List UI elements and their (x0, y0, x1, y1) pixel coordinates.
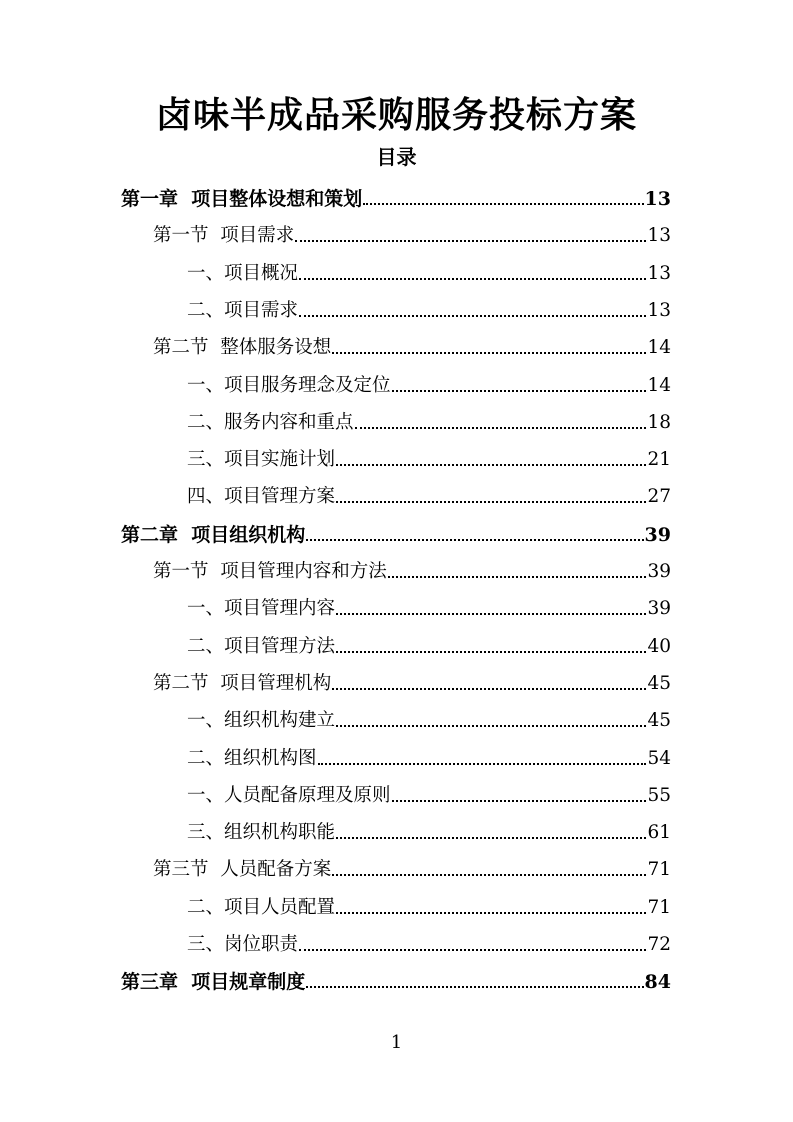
toc-dot-leader (336, 837, 646, 839)
toc-entry-text: 一、项目服务理念及定位 (187, 374, 391, 396)
page-number: 1 (390, 1032, 403, 1053)
toc-entry-text: 四、项目管理方案 (187, 486, 336, 508)
toc-page-number: 14 (647, 374, 671, 396)
toc-page-number: 84 (644, 971, 671, 994)
toc-entry[interactable] (187, 286, 671, 322)
toc-entry[interactable] (187, 435, 671, 471)
toc-page-number: 13 (644, 188, 671, 210)
toc-entry-text: 第一节 项目需求 (153, 225, 295, 247)
toc-dot-leader (392, 800, 647, 802)
toc-entry[interactable] (187, 361, 671, 397)
toc-dot-leader (332, 352, 646, 354)
toc-page-number: 13 (647, 299, 671, 321)
toc-dot-leader (332, 688, 646, 690)
toc-entry-text: 第三章 项目规章制度 (121, 971, 306, 994)
toc-entry-text: 第二节 整体服务设想 (153, 337, 332, 359)
toc-entry-text: 第二章 项目组织机构 (121, 523, 306, 546)
toc-page-number: 45 (647, 710, 671, 732)
toc-page-number: 13 (647, 262, 671, 284)
toc-page-number: 71 (647, 896, 671, 918)
toc-entry[interactable] (153, 323, 671, 359)
toc-entry-text: 第二节 项目管理机构 (153, 672, 332, 694)
toc-dot-leader (355, 427, 647, 429)
toc-entry-text: 一、人员配备原理及原则 (187, 784, 391, 806)
toc-entry-text: 第一节 项目管理内容和方法 (153, 561, 387, 582)
toc-entry[interactable] (187, 249, 671, 285)
toc-entry-text: 二、服务内容和重点 (187, 411, 354, 433)
toc-page-number: 54 (647, 747, 671, 769)
toc-dot-leader (336, 912, 646, 914)
toc-entry[interactable] (153, 659, 671, 695)
toc-entry[interactable] (187, 622, 671, 658)
toc-dot-leader (336, 613, 646, 615)
toc-entry[interactable] (121, 510, 671, 546)
toc-dot-leader (295, 240, 646, 242)
toc-entry-text: 三、项目实施计划 (187, 449, 336, 471)
toc-page-number: 71 (647, 859, 671, 881)
toc-dot-leader (332, 874, 646, 876)
toc-entry[interactable] (187, 584, 671, 620)
toc-dot-leader (299, 278, 646, 280)
toc-dot-leader (299, 315, 646, 317)
toc-page-number: 21 (647, 449, 671, 471)
toc-entry-text: 一、组织机构建立 (187, 710, 336, 732)
toc-entry[interactable] (187, 920, 671, 956)
toc-entry-text: 三、组织机构职能 (187, 822, 336, 844)
toc-entry-text: 二、项目需求 (187, 299, 299, 321)
document-title: 卤味半成品采购服务投标方案 (155, 94, 637, 136)
toc-page-number: 39 (647, 598, 671, 620)
toc-entry-text: 一、项目概况 (187, 262, 299, 284)
toc-page-number: 18 (647, 411, 671, 433)
toc-page-number: 61 (647, 822, 671, 844)
toc-dot-leader (336, 725, 646, 727)
toc-dot-leader (363, 203, 643, 205)
toc-dot-leader (336, 501, 646, 503)
toc-entry[interactable] (187, 808, 671, 844)
toc-page-number: 40 (647, 635, 671, 657)
toc-dot-leader (336, 651, 646, 653)
toc-entry[interactable] (153, 211, 671, 247)
toc-entry-text: 二、组织机构图 (187, 747, 317, 769)
toc-dot-leader (392, 390, 647, 392)
toc-entry[interactable] (187, 472, 671, 508)
toc-entry[interactable] (121, 957, 671, 993)
toc-page-number: 14 (647, 337, 671, 359)
toc-page-number: 39 (644, 523, 671, 546)
toc-entry[interactable] (187, 883, 671, 919)
toc-page-number: 72 (647, 934, 671, 955)
toc-dot-leader (336, 464, 646, 466)
toc-dot-leader (318, 763, 647, 765)
toc-entry[interactable] (153, 845, 671, 881)
toc-dot-leader (306, 539, 643, 541)
toc-entry-text: 三、岗位职责 (187, 934, 299, 955)
toc-heading: 目录 (376, 145, 417, 169)
toc-page-number: 39 (647, 561, 671, 582)
toc-entry[interactable] (153, 547, 671, 583)
toc-entry[interactable] (187, 398, 671, 434)
toc-page-number: 45 (647, 672, 671, 694)
toc-page-number: 13 (647, 225, 671, 247)
toc-entry-text: 第三节 人员配备方案 (153, 859, 332, 881)
toc-entry-text: 二、项目人员配置 (187, 896, 336, 918)
toc-dot-leader (299, 949, 646, 951)
toc-entry[interactable] (121, 174, 671, 210)
toc-entry[interactable] (187, 771, 671, 807)
toc-entry-text: 二、项目管理方法 (187, 635, 336, 657)
toc-dot-leader (388, 576, 647, 578)
toc-page-number: 55 (647, 784, 671, 806)
toc-entry[interactable] (187, 734, 671, 770)
toc-dot-leader (306, 986, 643, 988)
toc-entry-text: 第一章 项目整体设想和策划 (121, 188, 363, 210)
toc-entry-text: 一、项目管理内容 (187, 598, 336, 620)
toc-entry[interactable] (187, 696, 671, 732)
toc-page-number: 27 (647, 486, 671, 508)
